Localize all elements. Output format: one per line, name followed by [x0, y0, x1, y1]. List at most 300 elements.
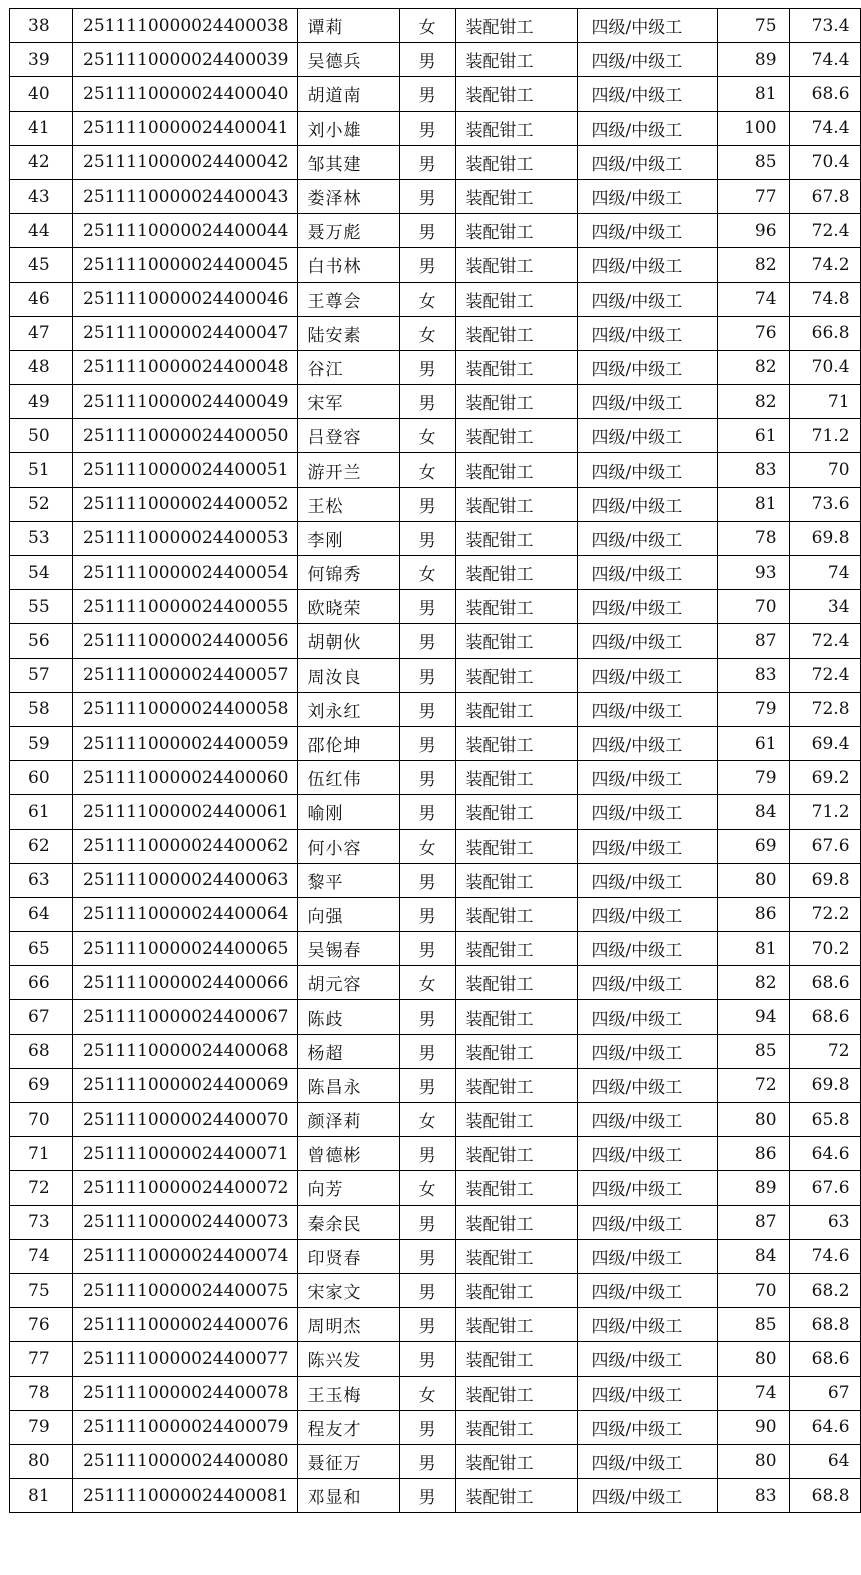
level-cell: 四级/中级工	[577, 658, 717, 692]
practical-score-cell: 68.2	[789, 1273, 860, 1307]
job-title-cell: 装配钳工	[455, 145, 577, 179]
table-row	[10, 1000, 861, 1034]
table-row	[10, 1308, 861, 1342]
exam-id-cell: 2511110000024400060	[73, 761, 298, 795]
row-number-cell: 69	[10, 1068, 73, 1102]
exam-id-cell: 2511110000024400059	[73, 726, 298, 760]
theory-score-cell: 75	[717, 9, 789, 43]
practical-score-cell: 69.8	[789, 521, 860, 555]
practical-score-cell: 69.2	[789, 761, 860, 795]
exam-id-cell: 2511110000024400044	[73, 214, 298, 248]
row-number-cell: 41	[10, 111, 73, 145]
theory-score-cell: 76	[717, 316, 789, 350]
name-cell: 王松	[297, 487, 399, 521]
row-number-cell: 48	[10, 350, 73, 384]
name-cell: 陆安素	[297, 316, 399, 350]
name-cell: 白书林	[297, 248, 399, 282]
row-number-cell: 44	[10, 214, 73, 248]
practical-score-cell: 71	[789, 385, 860, 419]
level-cell: 四级/中级工	[577, 9, 717, 43]
exam-id-cell: 2511110000024400078	[73, 1376, 298, 1410]
level-cell: 四级/中级工	[577, 795, 717, 829]
score-table	[9, 8, 861, 1513]
theory-score-cell: 90	[717, 1410, 789, 1444]
name-cell: 杨超	[297, 1034, 399, 1068]
level-cell: 四级/中级工	[577, 829, 717, 863]
gender-cell: 女	[399, 282, 455, 316]
practical-score-cell: 68.6	[789, 77, 860, 111]
name-cell: 游开兰	[297, 453, 399, 487]
name-cell: 喻刚	[297, 795, 399, 829]
name-cell: 邵伦坤	[297, 726, 399, 760]
job-title-cell: 装配钳工	[455, 9, 577, 43]
practical-score-cell: 64	[789, 1444, 860, 1478]
name-cell: 曾德彬	[297, 1137, 399, 1171]
practical-score-cell: 73.4	[789, 9, 860, 43]
gender-cell: 男	[399, 385, 455, 419]
table-row	[10, 1239, 861, 1273]
gender-cell: 女	[399, 9, 455, 43]
level-cell: 四级/中级工	[577, 1000, 717, 1034]
table-row	[10, 1034, 861, 1068]
exam-id-cell: 2511110000024400046	[73, 282, 298, 316]
job-title-cell: 装配钳工	[455, 111, 577, 145]
table-row	[10, 282, 861, 316]
exam-id-cell: 2511110000024400049	[73, 385, 298, 419]
table-row	[10, 214, 861, 248]
gender-cell: 男	[399, 1273, 455, 1307]
row-number-cell: 57	[10, 658, 73, 692]
exam-id-cell: 2511110000024400075	[73, 1273, 298, 1307]
job-title-cell: 装配钳工	[455, 1479, 577, 1513]
practical-score-cell: 74.4	[789, 111, 860, 145]
job-title-cell: 装配钳工	[455, 624, 577, 658]
practical-score-cell: 64.6	[789, 1410, 860, 1444]
name-cell: 聂万彪	[297, 214, 399, 248]
gender-cell: 男	[399, 590, 455, 624]
theory-score-cell: 89	[717, 1171, 789, 1205]
name-cell: 吴锡春	[297, 932, 399, 966]
table-row	[10, 111, 861, 145]
theory-score-cell: 85	[717, 145, 789, 179]
job-title-cell: 装配钳工	[455, 1342, 577, 1376]
theory-score-cell: 80	[717, 1103, 789, 1137]
job-title-cell: 装配钳工	[455, 316, 577, 350]
practical-score-cell: 72	[789, 1034, 860, 1068]
exam-id-cell: 2511110000024400070	[73, 1103, 298, 1137]
gender-cell: 女	[399, 419, 455, 453]
theory-score-cell: 85	[717, 1034, 789, 1068]
practical-score-cell: 34	[789, 590, 860, 624]
table-row	[10, 77, 861, 111]
theory-score-cell: 77	[717, 179, 789, 213]
gender-cell: 男	[399, 1308, 455, 1342]
theory-score-cell: 79	[717, 761, 789, 795]
table-body	[10, 9, 861, 1513]
exam-id-cell: 2511110000024400048	[73, 350, 298, 384]
exam-id-cell: 2511110000024400064	[73, 897, 298, 931]
name-cell: 欧晓荣	[297, 590, 399, 624]
name-cell: 胡朝伙	[297, 624, 399, 658]
exam-id-cell: 2511110000024400068	[73, 1034, 298, 1068]
theory-score-cell: 78	[717, 521, 789, 555]
exam-id-cell: 2511110000024400079	[73, 1410, 298, 1444]
row-number-cell: 64	[10, 897, 73, 931]
table-row	[10, 1137, 861, 1171]
theory-score-cell: 83	[717, 453, 789, 487]
job-title-cell: 装配钳工	[455, 1103, 577, 1137]
table-row	[10, 966, 861, 1000]
job-title-cell: 装配钳工	[455, 1034, 577, 1068]
table-row	[10, 1444, 861, 1478]
gender-cell: 女	[399, 1171, 455, 1205]
row-number-cell: 75	[10, 1273, 73, 1307]
row-number-cell: 61	[10, 795, 73, 829]
row-number-cell: 38	[10, 9, 73, 43]
row-number-cell: 67	[10, 1000, 73, 1034]
practical-score-cell: 73.6	[789, 487, 860, 521]
level-cell: 四级/中级工	[577, 966, 717, 1000]
practical-score-cell: 72.8	[789, 692, 860, 726]
practical-score-cell: 72.4	[789, 214, 860, 248]
practical-score-cell: 74.2	[789, 248, 860, 282]
level-cell: 四级/中级工	[577, 1410, 717, 1444]
table-row	[10, 761, 861, 795]
level-cell: 四级/中级工	[577, 316, 717, 350]
job-title-cell: 装配钳工	[455, 214, 577, 248]
gender-cell: 男	[399, 1342, 455, 1376]
exam-id-cell: 2511110000024400074	[73, 1239, 298, 1273]
table-row	[10, 590, 861, 624]
gender-cell: 男	[399, 897, 455, 931]
job-title-cell: 装配钳工	[455, 795, 577, 829]
gender-cell: 男	[399, 863, 455, 897]
theory-score-cell: 83	[717, 1479, 789, 1513]
table-row	[10, 1103, 861, 1137]
gender-cell: 男	[399, 77, 455, 111]
name-cell: 印贤春	[297, 1239, 399, 1273]
job-title-cell: 装配钳工	[455, 726, 577, 760]
theory-score-cell: 69	[717, 829, 789, 863]
gender-cell: 男	[399, 1000, 455, 1034]
practical-score-cell: 67.6	[789, 1171, 860, 1205]
level-cell: 四级/中级工	[577, 1103, 717, 1137]
level-cell: 四级/中级工	[577, 932, 717, 966]
job-title-cell: 装配钳工	[455, 932, 577, 966]
gender-cell: 男	[399, 692, 455, 726]
theory-score-cell: 84	[717, 1239, 789, 1273]
exam-id-cell: 2511110000024400039	[73, 43, 298, 77]
gender-cell: 男	[399, 248, 455, 282]
exam-id-cell: 2511110000024400047	[73, 316, 298, 350]
practical-score-cell: 70.2	[789, 932, 860, 966]
row-number-cell: 71	[10, 1137, 73, 1171]
theory-score-cell: 81	[717, 932, 789, 966]
row-number-cell: 70	[10, 1103, 73, 1137]
exam-id-cell: 2511110000024400055	[73, 590, 298, 624]
level-cell: 四级/中级工	[577, 1137, 717, 1171]
row-number-cell: 54	[10, 556, 73, 590]
name-cell: 谷江	[297, 350, 399, 384]
name-cell: 周汝良	[297, 658, 399, 692]
gender-cell: 男	[399, 1205, 455, 1239]
job-title-cell: 装配钳工	[455, 966, 577, 1000]
name-cell: 娄泽林	[297, 179, 399, 213]
exam-id-cell: 2511110000024400080	[73, 1444, 298, 1478]
gender-cell: 男	[399, 214, 455, 248]
job-title-cell: 装配钳工	[455, 692, 577, 726]
exam-id-cell: 2511110000024400043	[73, 179, 298, 213]
exam-id-cell: 2511110000024400050	[73, 419, 298, 453]
level-cell: 四级/中级工	[577, 214, 717, 248]
theory-score-cell: 86	[717, 897, 789, 931]
practical-score-cell: 69.4	[789, 726, 860, 760]
job-title-cell: 装配钳工	[455, 419, 577, 453]
level-cell: 四级/中级工	[577, 350, 717, 384]
table-row	[10, 1376, 861, 1410]
row-number-cell: 56	[10, 624, 73, 658]
table-row	[10, 350, 861, 384]
job-title-cell: 装配钳工	[455, 1171, 577, 1205]
row-number-cell: 42	[10, 145, 73, 179]
table-row	[10, 829, 861, 863]
gender-cell: 男	[399, 43, 455, 77]
practical-score-cell: 72.4	[789, 624, 860, 658]
level-cell: 四级/中级工	[577, 145, 717, 179]
exam-id-cell: 2511110000024400076	[73, 1308, 298, 1342]
row-number-cell: 76	[10, 1308, 73, 1342]
job-title-cell: 装配钳工	[455, 487, 577, 521]
row-number-cell: 50	[10, 419, 73, 453]
gender-cell: 男	[399, 1034, 455, 1068]
table-row	[10, 932, 861, 966]
gender-cell: 男	[399, 795, 455, 829]
table-row	[10, 726, 861, 760]
row-number-cell: 62	[10, 829, 73, 863]
theory-score-cell: 82	[717, 248, 789, 282]
table-row	[10, 1342, 861, 1376]
name-cell: 程友才	[297, 1410, 399, 1444]
name-cell: 宋军	[297, 385, 399, 419]
exam-id-cell: 2511110000024400066	[73, 966, 298, 1000]
name-cell: 聂征万	[297, 1444, 399, 1478]
exam-id-cell: 2511110000024400072	[73, 1171, 298, 1205]
name-cell: 吴德兵	[297, 43, 399, 77]
name-cell: 何小容	[297, 829, 399, 863]
table-row	[10, 1410, 861, 1444]
theory-score-cell: 72	[717, 1068, 789, 1102]
level-cell: 四级/中级工	[577, 419, 717, 453]
table-row	[10, 692, 861, 726]
exam-id-cell: 2511110000024400065	[73, 932, 298, 966]
job-title-cell: 装配钳工	[455, 1308, 577, 1342]
level-cell: 四级/中级工	[577, 590, 717, 624]
gender-cell: 女	[399, 556, 455, 590]
table-row	[10, 863, 861, 897]
name-cell: 李刚	[297, 521, 399, 555]
level-cell: 四级/中级工	[577, 556, 717, 590]
exam-id-cell: 2511110000024400057	[73, 658, 298, 692]
gender-cell: 男	[399, 1444, 455, 1478]
level-cell: 四级/中级工	[577, 487, 717, 521]
gender-cell: 男	[399, 1068, 455, 1102]
name-cell: 黎平	[297, 863, 399, 897]
job-title-cell: 装配钳工	[455, 829, 577, 863]
job-title-cell: 装配钳工	[455, 590, 577, 624]
exam-id-cell: 2511110000024400045	[73, 248, 298, 282]
gender-cell: 男	[399, 1137, 455, 1171]
table-row	[10, 897, 861, 931]
row-number-cell: 79	[10, 1410, 73, 1444]
job-title-cell: 装配钳工	[455, 1410, 577, 1444]
row-number-cell: 47	[10, 316, 73, 350]
row-number-cell: 53	[10, 521, 73, 555]
level-cell: 四级/中级工	[577, 385, 717, 419]
job-title-cell: 装配钳工	[455, 897, 577, 931]
level-cell: 四级/中级工	[577, 1342, 717, 1376]
table-row	[10, 248, 861, 282]
theory-score-cell: 84	[717, 795, 789, 829]
gender-cell: 女	[399, 453, 455, 487]
name-cell: 陈昌永	[297, 1068, 399, 1102]
job-title-cell: 装配钳工	[455, 1444, 577, 1478]
gender-cell: 男	[399, 658, 455, 692]
exam-id-cell: 2511110000024400053	[73, 521, 298, 555]
exam-id-cell: 2511110000024400069	[73, 1068, 298, 1102]
practical-score-cell: 68.6	[789, 966, 860, 1000]
row-number-cell: 43	[10, 179, 73, 213]
level-cell: 四级/中级工	[577, 179, 717, 213]
level-cell: 四级/中级工	[577, 111, 717, 145]
gender-cell: 男	[399, 350, 455, 384]
level-cell: 四级/中级工	[577, 624, 717, 658]
job-title-cell: 装配钳工	[455, 43, 577, 77]
exam-id-cell: 2511110000024400063	[73, 863, 298, 897]
theory-score-cell: 87	[717, 1205, 789, 1239]
exam-id-cell: 2511110000024400040	[73, 77, 298, 111]
job-title-cell: 装配钳工	[455, 385, 577, 419]
theory-score-cell: 89	[717, 43, 789, 77]
level-cell: 四级/中级工	[577, 282, 717, 316]
gender-cell: 男	[399, 179, 455, 213]
row-number-cell: 59	[10, 726, 73, 760]
row-number-cell: 40	[10, 77, 73, 111]
job-title-cell: 装配钳工	[455, 350, 577, 384]
job-title-cell: 装配钳工	[455, 1273, 577, 1307]
practical-score-cell: 70	[789, 453, 860, 487]
theory-score-cell: 80	[717, 863, 789, 897]
table-row	[10, 385, 861, 419]
row-number-cell: 78	[10, 1376, 73, 1410]
name-cell: 吕登容	[297, 419, 399, 453]
row-number-cell: 77	[10, 1342, 73, 1376]
table-row	[10, 658, 861, 692]
practical-score-cell: 65.8	[789, 1103, 860, 1137]
job-title-cell: 装配钳工	[455, 282, 577, 316]
name-cell: 邓显和	[297, 1479, 399, 1513]
exam-id-cell: 2511110000024400077	[73, 1342, 298, 1376]
row-number-cell: 51	[10, 453, 73, 487]
exam-id-cell: 2511110000024400081	[73, 1479, 298, 1513]
exam-id-cell: 2511110000024400056	[73, 624, 298, 658]
level-cell: 四级/中级工	[577, 726, 717, 760]
name-cell: 向芳	[297, 1171, 399, 1205]
row-number-cell: 65	[10, 932, 73, 966]
table-row	[10, 316, 861, 350]
theory-score-cell: 82	[717, 385, 789, 419]
row-number-cell: 63	[10, 863, 73, 897]
job-title-cell: 装配钳工	[455, 1137, 577, 1171]
exam-id-cell: 2511110000024400073	[73, 1205, 298, 1239]
theory-score-cell: 74	[717, 282, 789, 316]
practical-score-cell: 72.4	[789, 658, 860, 692]
theory-score-cell: 61	[717, 726, 789, 760]
name-cell: 秦余民	[297, 1205, 399, 1239]
practical-score-cell: 74	[789, 556, 860, 590]
theory-score-cell: 81	[717, 487, 789, 521]
practical-score-cell: 66.8	[789, 316, 860, 350]
practical-score-cell: 68.8	[789, 1308, 860, 1342]
name-cell: 邹其建	[297, 145, 399, 179]
job-title-cell: 装配钳工	[455, 1205, 577, 1239]
row-number-cell: 60	[10, 761, 73, 795]
practical-score-cell: 64.6	[789, 1137, 860, 1171]
table-row	[10, 487, 861, 521]
level-cell: 四级/中级工	[577, 1034, 717, 1068]
name-cell: 陈兴发	[297, 1342, 399, 1376]
theory-score-cell: 85	[717, 1308, 789, 1342]
table-row	[10, 556, 861, 590]
row-number-cell: 55	[10, 590, 73, 624]
level-cell: 四级/中级工	[577, 43, 717, 77]
practical-score-cell: 67.6	[789, 829, 860, 863]
gender-cell: 男	[399, 761, 455, 795]
table-row	[10, 1205, 861, 1239]
gender-cell: 男	[399, 1239, 455, 1273]
practical-score-cell: 72.2	[789, 897, 860, 931]
theory-score-cell: 79	[717, 692, 789, 726]
theory-score-cell: 70	[717, 1273, 789, 1307]
gender-cell: 男	[399, 1479, 455, 1513]
table-row	[10, 453, 861, 487]
exam-id-cell: 2511110000024400067	[73, 1000, 298, 1034]
name-cell: 向强	[297, 897, 399, 931]
exam-id-cell: 2511110000024400051	[73, 453, 298, 487]
level-cell: 四级/中级工	[577, 77, 717, 111]
table-row	[10, 795, 861, 829]
job-title-cell: 装配钳工	[455, 1068, 577, 1102]
gender-cell: 男	[399, 521, 455, 555]
job-title-cell: 装配钳工	[455, 1000, 577, 1034]
table-row	[10, 179, 861, 213]
level-cell: 四级/中级工	[577, 1273, 717, 1307]
theory-score-cell: 87	[717, 624, 789, 658]
row-number-cell: 74	[10, 1239, 73, 1273]
name-cell: 王尊会	[297, 282, 399, 316]
exam-id-cell: 2511110000024400052	[73, 487, 298, 521]
row-number-cell: 68	[10, 1034, 73, 1068]
exam-id-cell: 2511110000024400042	[73, 145, 298, 179]
gender-cell: 男	[399, 1410, 455, 1444]
theory-score-cell: 94	[717, 1000, 789, 1034]
name-cell: 伍红伟	[297, 761, 399, 795]
table-row	[10, 1171, 861, 1205]
job-title-cell: 装配钳工	[455, 761, 577, 795]
job-title-cell: 装配钳工	[455, 658, 577, 692]
name-cell: 谭莉	[297, 9, 399, 43]
row-number-cell: 46	[10, 282, 73, 316]
level-cell: 四级/中级工	[577, 1479, 717, 1513]
